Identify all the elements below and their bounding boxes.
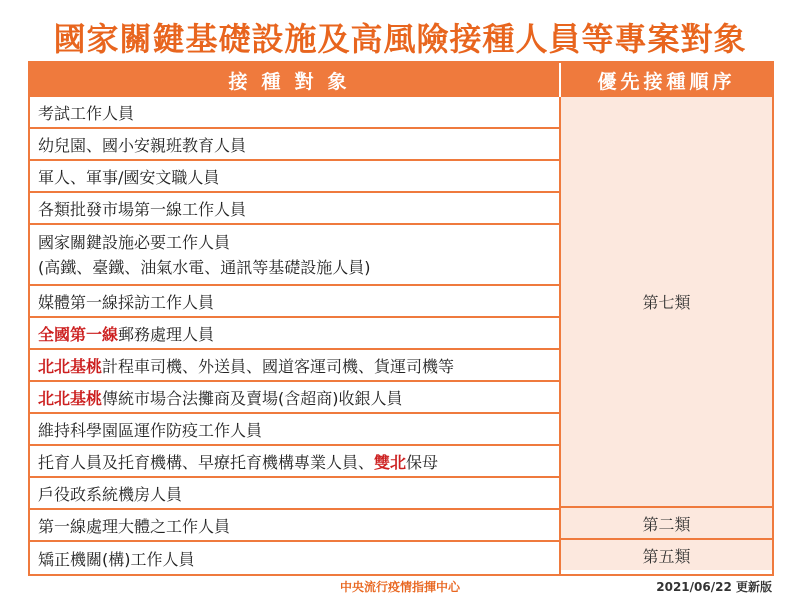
table-row <box>30 478 559 510</box>
row-text: 計程車司機、外送員、國道客運司機、貨運司機等 <box>102 356 455 376</box>
page-title: 國家關鍵基礎設施及高風險接種人員等專案對象 <box>53 20 747 58</box>
row-text: 戶役政系統機房人員 <box>38 484 183 504</box>
row-highlight: 北北基桃 <box>38 388 103 408</box>
table-row <box>30 318 559 350</box>
table-row <box>30 542 559 574</box>
row-highlight: 北北基桃 <box>38 356 103 376</box>
row-text-pre: 托育人員及托育機構、早療托育機構專業人員、 <box>38 452 375 472</box>
header-recipients: 接種對象 <box>30 63 561 97</box>
row-text-line1: 國家關鍵設施必要工作人員 <box>38 232 231 252</box>
priority-column <box>561 97 772 574</box>
table-row <box>30 510 559 542</box>
row-text: 媒體第一線採訪工作人員 <box>38 292 215 312</box>
category-cell: 第五類 <box>561 540 772 570</box>
table-row <box>30 97 559 129</box>
recipients-column <box>30 97 561 574</box>
table-row <box>30 129 559 161</box>
row-highlight: 全國第一線 <box>38 324 119 344</box>
priority-table <box>28 61 774 576</box>
table-row <box>30 225 559 286</box>
table-body <box>30 97 772 574</box>
footer-date: 2021/06/22 更新版 <box>656 580 772 594</box>
category-cell: 第二類 <box>561 508 772 540</box>
row-text: 維持科學園區運作防疫工作人員 <box>38 420 263 440</box>
footer-source: 中央流行疫情指揮中心 <box>339 580 460 594</box>
table-header <box>30 63 772 97</box>
table-row <box>30 193 559 225</box>
row-text: 考試工作人員 <box>38 103 135 123</box>
row-text: 各類批發市場第一線工作人員 <box>38 199 247 219</box>
table-row <box>30 382 559 414</box>
row-text-line2: (高鐵、臺鐵、油氣水電、通訊等基礎設施人員) <box>38 257 371 277</box>
table-row <box>30 161 559 193</box>
row-highlight: 雙北 <box>374 452 407 472</box>
header-priority-order: 優先接種順序 <box>597 70 736 93</box>
row-text: 幼兒園、國小安親班教育人員 <box>38 135 247 155</box>
row-text: 郵務處理人員 <box>118 324 215 344</box>
row-text: 矯正機關(構)工作人員 <box>38 549 195 569</box>
table-row <box>30 350 559 382</box>
category-cell: 第七類 <box>561 97 772 508</box>
row-text: 軍人、軍事/國安文職人員 <box>38 167 220 187</box>
row-text-post: 保母 <box>406 452 439 472</box>
row-text: 第一線處理大體之工作人員 <box>38 516 231 536</box>
row-text: 傳統市場合法攤商及賣場(含超商)收銀人員 <box>102 388 403 408</box>
table-row <box>30 414 559 446</box>
table-row <box>30 446 559 478</box>
table-row <box>30 286 559 318</box>
